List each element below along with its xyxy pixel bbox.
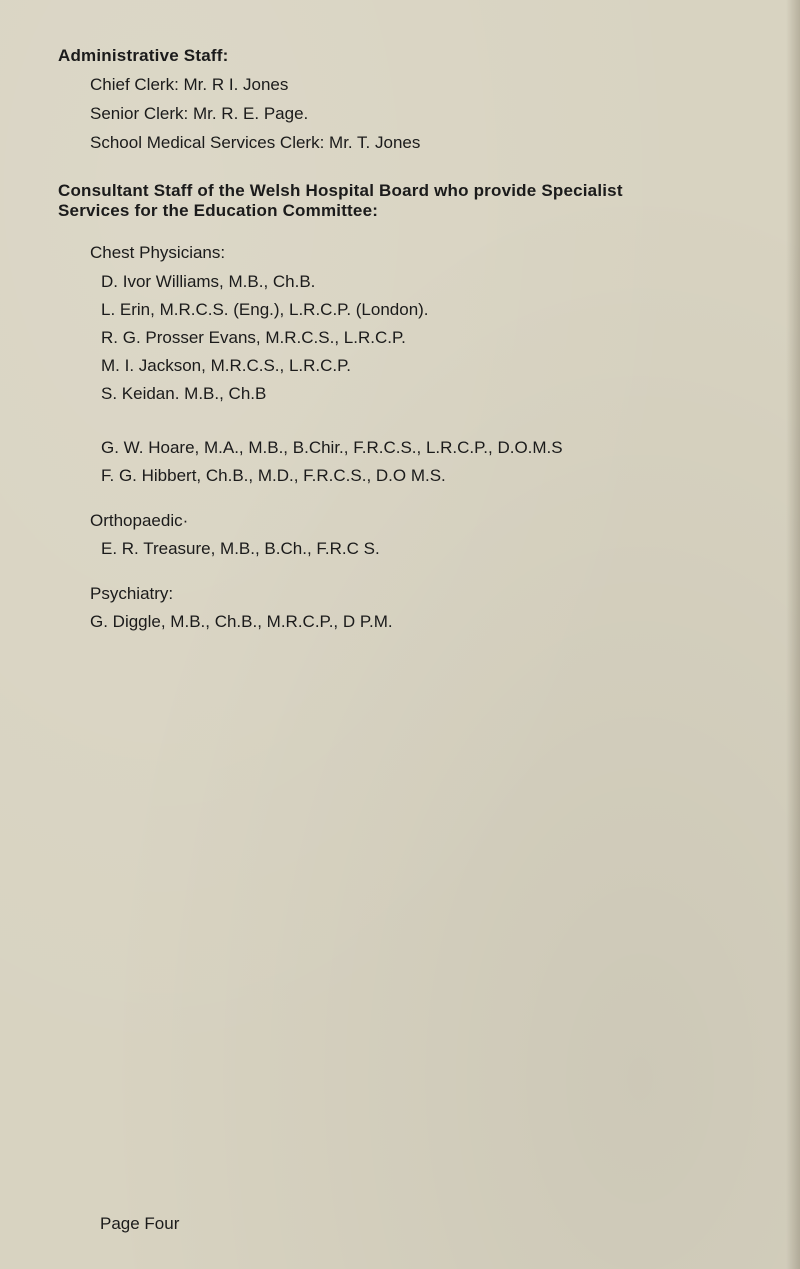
chest-physicians-label: Chest Physicians: — [90, 243, 226, 262]
consultant-heading-line-2: Services for the Education Committee: — [58, 201, 379, 220]
orthopaedic-label: Orthopaedic· — [90, 511, 189, 530]
page-edge-shadow — [786, 0, 800, 1269]
psychiatry-label: Psychiatry: — [90, 584, 174, 603]
admin-line-school-medical-clerk: School Medical Services Clerk: Mr. T. Jones — [90, 133, 421, 152]
psychiatry-name: G. Diggle, M.B., Ch.B., M.R.C.P., D P.M. — [90, 612, 393, 631]
chest-physician-name: L. Erin, M.R.C.S. (Eng.), L.R.C.P. (London). — [101, 300, 429, 319]
admin-line-senior-clerk: Senior Clerk: Mr. R. E. Page. — [90, 104, 309, 123]
chest-physician-name: M. I. Jackson, M.R.C.S., L.R.C.P. — [101, 356, 352, 375]
orthopaedic-name: E. R. Treasure, M.B., B.Ch., F.R.C S. — [101, 539, 380, 558]
page-number-label: Page Four — [100, 1214, 180, 1233]
admin-line-chief-clerk: Chief Clerk: Mr. R I. Jones — [90, 75, 289, 94]
specialist-name: G. W. Hoare, M.A., M.B., B.Chir., F.R.C.S., L.R.C.P., D.O.M.S — [101, 438, 563, 457]
admin-heading: Administrative Staff: — [58, 46, 229, 65]
chest-physician-name: R. G. Prosser Evans, M.R.C.S., L.R.C.P. — [101, 328, 406, 347]
specialist-name: F. G. Hibbert, Ch.B., M.D., F.R.C.S., D.O M.S. — [101, 466, 446, 485]
consultant-heading-line-1: Consultant Staff of the Welsh Hospital Board who provide Specialist — [58, 181, 623, 200]
chest-physician-name: D. Ivor Williams, M.B., Ch.B. — [101, 272, 316, 291]
chest-physician-name: S. Keidan. M.B., Ch.B — [101, 384, 267, 403]
